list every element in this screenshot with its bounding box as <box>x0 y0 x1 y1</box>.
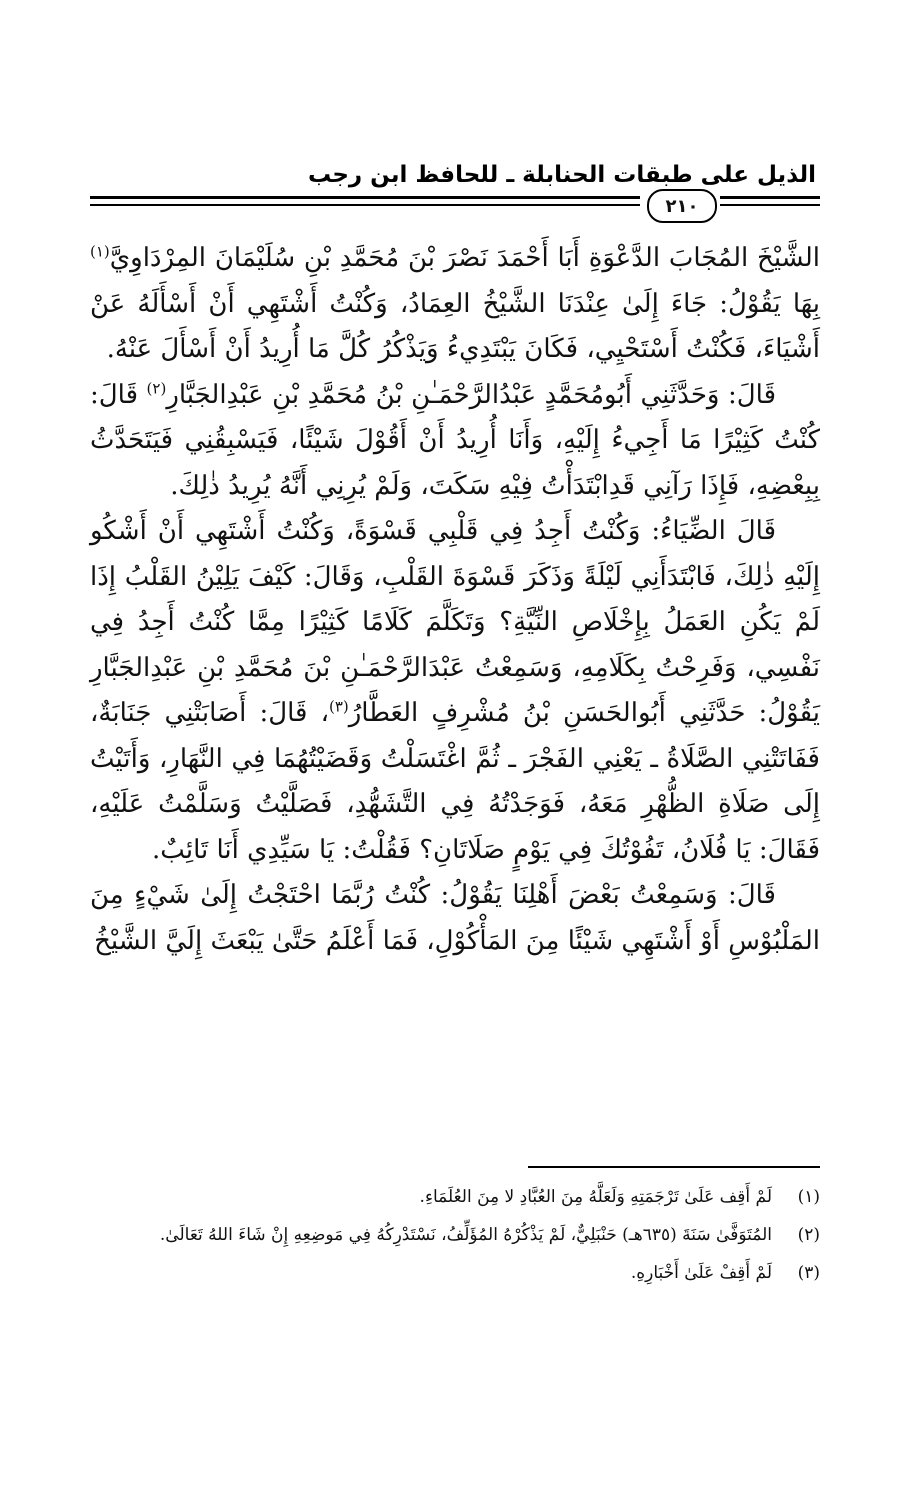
header-rule-left-thin <box>90 204 640 206</box>
footnote-text: لَمْ أَقِفْ عَلَىٰ أَخْبَارِهِ. <box>630 1263 772 1283</box>
book-title: الذيل على طبقات الحنابلة ـ للحافظ ابن رجب <box>307 162 816 188</box>
footnote-number: (٣) <box>797 1263 820 1283</box>
paragraph-1-rest: بِهَا يَقُوْلُ: جَاءَ إِلَىٰ عِنْدَنَا الشَّيْخُ العِمَادُ، وَكُنْتُ أَشْتَهِي أَنْ أَسْأَلَهُ عَنْ أَشْيَاءَ، فَكُنْتُ أَسْتَحْيِي، فَكَانَ يَبْتَدِيءُ وَيَذْكُرُ كُلَّ مَا أُرِيدُ أَنْ أَسْأَلَ عَنْهُ. <box>90 288 820 364</box>
header-rule-right-thin <box>720 204 820 206</box>
paragraph-3-b: ، قَالَ: أَصَابَتْنِي جَنَابَةٌ، فَفَاتَتْنِي الصَّلَاةُ ـ يَعْنِي الفَجْرَ ـ ثُمَّ اغْتَسَلْتُ وَقَضَيْتُهُمَا فِي النَّهَارِ، وَأَتَيْتُ إِلَى صَلَاةِ الظُّهْرِ مَعَهُ، فَوَجَدْتُهُ فِي التَّشَهُّدِ، فَصَلَّيْتُ وَسَلَّمْتُ عَلَيْهِ، فَقَالَ: يَا فُلَانُ، تَفُوْتُكَ فِي يَوْمٍ صَلَاتَانِ؟ فَقُلْتُ: يَا سَيِّدِي أَنَا تَائِبٌ. <box>90 698 820 865</box>
footnotes <box>90 1178 820 1292</box>
page-number: ٢١٠ <box>647 189 717 223</box>
paragraph-2 <box>90 373 820 510</box>
footnote-2 <box>90 1216 820 1254</box>
paragraph-2-b: قَالَ: كُنْتُ كَثِيْرًا مَا أَجِيءُ إِلَيْهِ، وَأَنَا أُرِيدُ أَنْ أَقُوْلَ شَيْئًا، فَيَسْبِقُنِي فَيَتَحَدَّثُ بِبِعْضِهِ، فَإِذَا رَآنِي قَدِابْتَدَأْتُ فِيْهِ سَكَتَ، وَلَمْ يُرِنِي أَنَّهُ يُرِيدُ ذٰلِكَ. <box>90 379 820 501</box>
paragraph-1-line1: الشَّيْخَ المُجَابَ الدَّعْوَةِ أَبَا أَحْمَدَ نَصْرَ بْنَ مُحَمَّدِ بْنِ سُلَيْمَانَ المِرْدَاوِيَّ <box>109 243 820 273</box>
footnote-number: (١) <box>797 1187 820 1207</box>
main-text <box>90 236 820 964</box>
paragraph-2-a: قَالَ: وَحَدَّثَنِي أَبُومُحَمَّدٍ عَبْدُالرَّحْمَـٰنِ بْنُ مُحَمَّدِ بْنِ عَبْدِالجَبَّارِ <box>166 379 776 410</box>
footnote-text: لَمْ أَقِف عَلَىٰ تَرْجَمَتِهِ وَلَعَلَّهُ مِنَ العُبَّادِ لا مِنَ العُلَمَاءِ. <box>419 1187 772 1207</box>
footnote-3 <box>90 1254 820 1292</box>
paragraph-3 <box>90 509 820 873</box>
paragraph-4: قَالَ: وَسَمِعْتُ بَعْضَ أَهْلِنَا يَقُوْلُ: كُنْتُ رُبَّمَا احْتَجْتُ إِلَىٰ شَيْءٍ مِنَ المَلْبُوْسِ أَوْ أَشْتَهِي شَيْئًا مِنَ المَأْكُوْلِ، فَمَا أَعْلَمُ حَتَّىٰ يَبْعَثَ إِلَيَّ الشَّيْخُ <box>90 880 820 956</box>
footnote-separator <box>528 1166 820 1168</box>
footnote-1 <box>90 1178 820 1216</box>
footnote-text: المُتَوَفَّىٰ سَنَةَ (٦٣٥هـ) حَنْبَلِيٌّ، لَمْ يَذْكُرْهُ المُؤَلِّفُ، نَسْتَدْرِكُهُ فِي مَوضِعِهِ إِنْ شَاءَ اللهُ تَعَالَىٰ. <box>159 1225 772 1245</box>
paragraph-3-a: قَالَ الضِّيَاءُ: وَكُنْتُ أَجِدُ فِي قَلْبِي قَسْوَةً، وَكُنْتُ أَشْتَهِي أَنْ أَشْكُو إِلَيْهِ ذٰلِكَ، فَابْتَدَأَنِي لَيْلَةً وَذَكَرَ قَسْوَةَ القَلْبِ، وَقَالَ: كَيْفَ يَلِيْنُ القَلْبُ إِذَا لَمْ يَكُنِ العَمَلُ بِإِخْلَاصِ النِّيَّةِ؟ وَتَكَلَّمَ كَلَامًا كَثِيْرًا مِمَّا كُنْتُ أَجِدُ فِي نَفْسِي، وَفَرِحْتُ بِكَلَامِهِ، وَسَمِعْتُ عَبْدَالرَّحْمَـٰنِ بْنَ مُحَمَّدِ بْنِ عَبْدِالجَبَّارِ يَقُوْلُ: حَدَّثَنِي أَبُوالحَسَنِ بْنُ مُشْرِفٍ العَطَّارُ <box>90 516 821 728</box>
footnote-number: (٢) <box>797 1225 820 1245</box>
footnote-ref-2: (٢) <box>146 378 167 397</box>
running-header <box>90 162 820 217</box>
header-rule-left-thick <box>90 196 640 199</box>
paragraph-1 <box>90 236 820 373</box>
footnote-ref-1: (١) <box>90 242 110 261</box>
header-rule-right-thick <box>720 196 820 199</box>
footnote-ref-3: (٣) <box>328 697 349 716</box>
